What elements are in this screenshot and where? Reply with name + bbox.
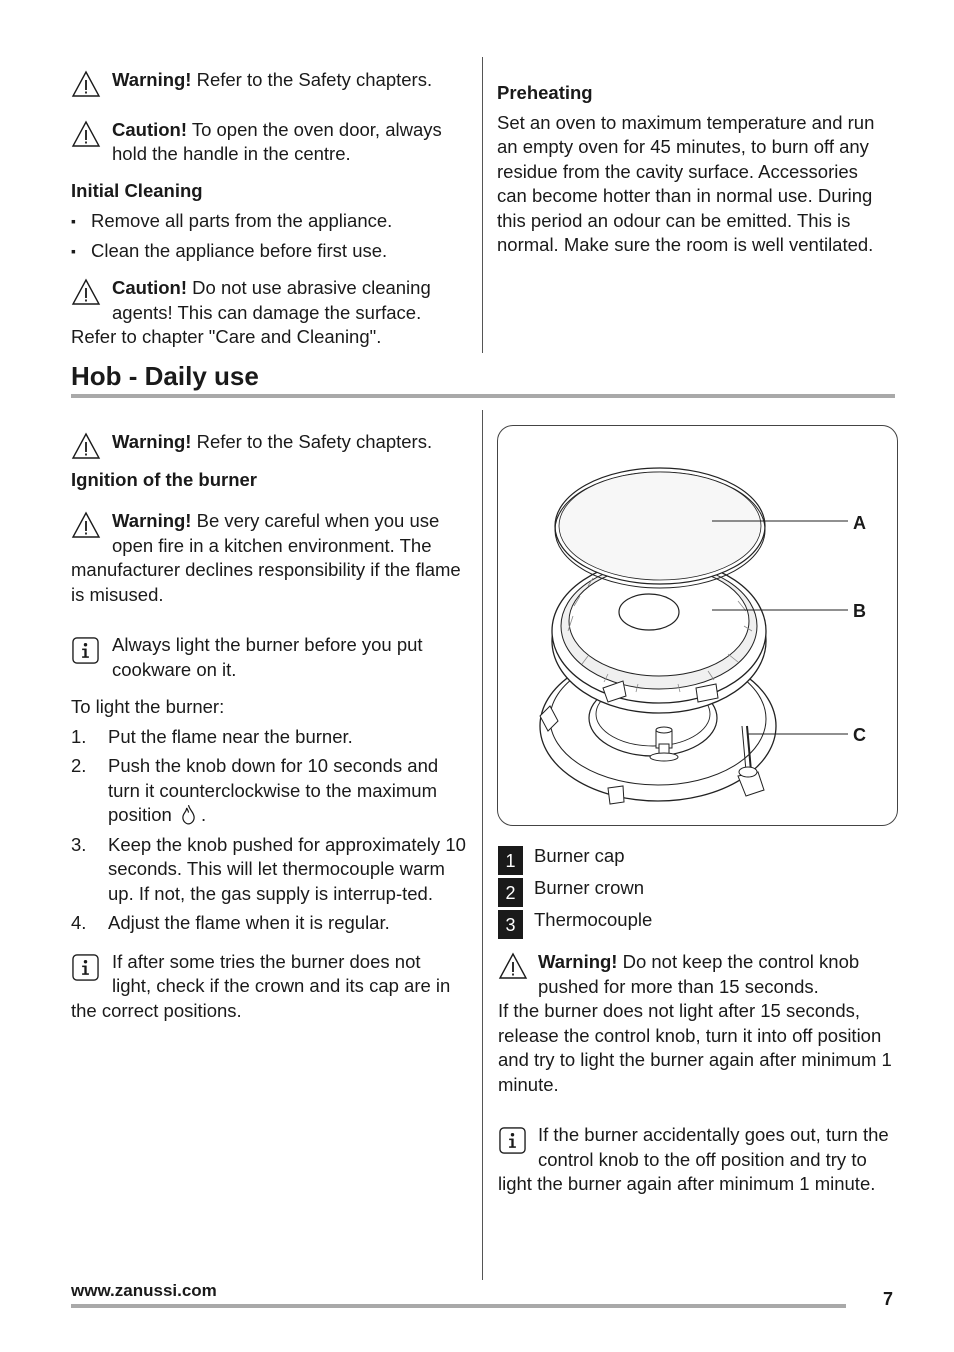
warning-label: Warning! xyxy=(538,951,618,972)
info-text-line2: cookware on it. xyxy=(112,658,237,680)
info-text-line3: the correct positions. xyxy=(71,999,242,1021)
info-text-line1: If the burner accidentally goes out, turn the xyxy=(538,1124,889,1145)
info-note xyxy=(498,1123,896,1197)
warning-label: Warning! xyxy=(112,69,192,90)
step-number: 2. xyxy=(71,755,87,776)
warning-text: Refer to the Safety chapters. xyxy=(191,69,433,90)
initial-cleaning-heading: Initial Cleaning xyxy=(71,179,203,201)
info-icon xyxy=(72,954,99,981)
info-text-line3: light the burner again after minimum 1 minute. xyxy=(498,1173,876,1194)
legend-item xyxy=(498,908,896,940)
warning-triangle-icon xyxy=(71,431,101,461)
hob-right-column xyxy=(498,844,896,1197)
flame-icon xyxy=(181,804,196,825)
caution-text-line1: Do not use abrasive cleaning xyxy=(187,277,431,298)
ignition-steps xyxy=(71,725,471,936)
caution-abrasive-note xyxy=(71,276,471,350)
step-text: Push the knob down for 10 seconds and turn it counterclockwise to the maximum position xyxy=(108,755,439,825)
list-item: ▪ Clean the appliance before first use. xyxy=(71,239,471,264)
legend-number: 1 xyxy=(498,846,523,875)
warning-note xyxy=(71,430,471,455)
cleaning-bullet-list xyxy=(71,209,471,263)
info-text-line2: control knob to the off position and try to xyxy=(538,1148,867,1170)
info-text-line1: If after some tries the burner does not xyxy=(112,950,421,972)
top-right-column xyxy=(497,81,889,258)
warning-triangle-icon xyxy=(71,119,101,149)
open-fire-warning xyxy=(71,509,471,607)
legend-number: 3 xyxy=(498,910,523,939)
column-divider-top xyxy=(482,57,483,353)
burner-diagram xyxy=(497,425,898,826)
caution-text-line3: Refer to chapter "Care and Cleaning". xyxy=(71,326,382,347)
hob-left-column xyxy=(71,430,471,1023)
warning-triangle-icon xyxy=(71,69,101,99)
ignition-heading: Ignition of the burner xyxy=(71,468,258,490)
list-item xyxy=(71,833,471,907)
section-title: Hob - Daily use xyxy=(71,361,259,391)
caution-text: To open the oven door, always hold the handle in the centre. xyxy=(112,118,442,164)
warning-text: Refer to the Safety chapters. xyxy=(191,431,433,452)
legend-label: Thermocouple xyxy=(534,909,653,930)
list-item xyxy=(71,911,471,936)
warning-label: Warning! xyxy=(112,510,192,531)
warning-triangle-icon xyxy=(498,951,528,981)
warning-text-line3: manufacturer declines responsibility if the flame is misused. xyxy=(71,559,461,605)
legend-label: Burner cap xyxy=(534,845,625,866)
section-title-rule xyxy=(71,394,895,398)
column-divider-bottom xyxy=(482,410,483,1280)
warning-text-line1: Do not keep the control knob xyxy=(617,951,860,972)
list-item xyxy=(71,754,471,828)
caution-note xyxy=(71,118,471,167)
warning-triangle-icon xyxy=(71,277,101,307)
step-number: 3. xyxy=(71,833,87,855)
legend-item xyxy=(498,876,896,908)
control-knob-warning xyxy=(498,950,896,1097)
to-light-intro: To light the burner: xyxy=(71,696,225,717)
info-note xyxy=(71,950,471,1024)
warning-text-line3: If the burner does not light after 15 seconds, release the control knob, turn it into off position and try to light the burner again after minimum 1 minute. xyxy=(498,1000,892,1095)
legend-label: Burner crown xyxy=(534,877,645,898)
warning-text-line2: open fire in a kitchen environment. The xyxy=(112,534,432,556)
list-item: ▪ Remove all parts from the appliance. xyxy=(71,209,471,234)
preheating-heading: Preheating xyxy=(497,82,593,103)
figure-legend xyxy=(498,844,896,940)
figure-label-c: C xyxy=(853,725,866,745)
warning-text-line1: Be very careful when you use xyxy=(191,510,440,531)
info-text-line2: light, check if the crown and its cap are in xyxy=(112,975,451,996)
caution-text-line2: agents! This can damage the surface. xyxy=(112,301,422,323)
info-icon xyxy=(72,637,99,664)
caution-label: Caution! xyxy=(112,277,188,298)
preheating-text: Set an oven to maximum temperature and run an empty oven for 45 minutes, to burn off any residue from the cavity surface. Accessories can become hotter than in normal use. During this period an odour can be emitted. This is normal. Make sure the room is well ventilated. xyxy=(497,111,875,255)
burner-illustration xyxy=(498,426,897,825)
warning-triangle-icon xyxy=(71,510,101,540)
step-number: 4. xyxy=(71,912,87,933)
info-icon xyxy=(499,1127,526,1154)
info-text-line1: Always light the burner before you put xyxy=(112,634,423,655)
info-note xyxy=(71,633,471,682)
footer-website-link[interactable]: www.zanussi.com xyxy=(71,1281,217,1300)
warning-label: Warning! xyxy=(112,431,192,452)
step-text: Put the flame near the burner. xyxy=(108,725,353,747)
caution-label: Caution! xyxy=(112,118,188,140)
list-item xyxy=(71,725,471,750)
page-number: 7 xyxy=(883,1289,894,1309)
legend-item xyxy=(498,844,896,876)
warning-text-line2: pushed for more than 15 seconds. xyxy=(538,975,819,997)
figure-label-b: B xyxy=(853,601,866,621)
legend-number: 2 xyxy=(498,878,523,907)
top-left-column xyxy=(71,68,471,350)
footer-rule xyxy=(71,1304,846,1308)
warning-note xyxy=(71,68,471,93)
figure-label-a: A xyxy=(853,513,866,533)
step-number: 1. xyxy=(71,725,87,747)
step-text: Adjust the flame when it is regular. xyxy=(108,912,390,933)
step-text-suffix: . xyxy=(195,804,207,825)
step-text: Keep the knob pushed for approximately 10 seconds. This will let thermocouple warm up. If not, the gas supply is interrup-ted. xyxy=(108,833,466,904)
